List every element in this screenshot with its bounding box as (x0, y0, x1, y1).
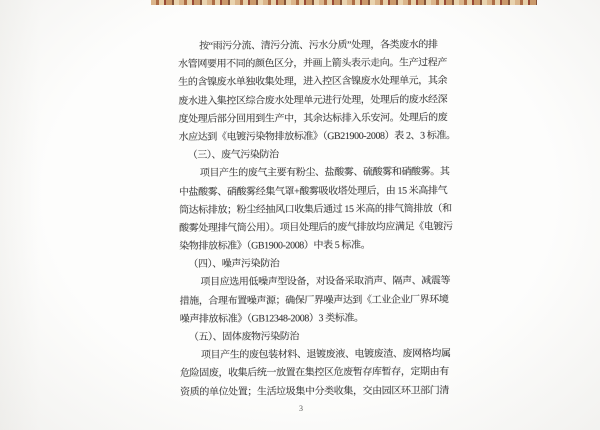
document-text-block (178, 36, 456, 401)
text-line: 水管网要用不同的颜色区分，并画上箭头表示走向。生产过程产 (178, 57, 448, 71)
text-line: 按“雨污分流、清污分流、污水分质”处理，各类废水的排 (199, 39, 438, 52)
text-line: 水应达到《电镀污染物排放标准》（GB21900-2008）表 2、3 标准。 (178, 130, 456, 143)
text-line: 项目应选用低噪声型设备，对设备采取消声、隔声、减震等 (200, 275, 451, 289)
text-line: 资质的单位处置；生活垃圾集中分类收集，交由园区环卫部门清 (180, 384, 450, 398)
text-line: 废水进入集控区综合废水处理单元进行处理，处理后的废水经深 (178, 93, 448, 107)
text-line: 措施，合理布置噪声源；确保厂界噪声达到《工业企业厂界环境 (179, 293, 449, 307)
text-line: 噪声排放标准》（GB12348-2008）3 类标准。 (179, 312, 364, 325)
text-line: 度处理后部分回用到生产中，其余达标排入乐安河。处理后的废 (178, 112, 448, 125)
text-line: 染物排放标准》（GB1900-2008）中表 5 标准。 (179, 239, 371, 253)
section-heading-noise: （四）、噪声污染防治 (188, 258, 280, 271)
text-line: 项目产生的废气主要有粉尘、盐酸雾、硫酸雾和硝酸雾。其 (199, 166, 450, 180)
text-line: 中盐酸雾、硝酸雾经集气罩+酸雾吸收塔处理后，由 15 米高排气 (178, 184, 448, 198)
section-heading-waste-gas: （三）、废气污染防治 (187, 149, 279, 162)
text-line: 危险固废，收集后统一放置在集控区危废暂存库暂存，定期由有 (180, 366, 449, 380)
section-heading-solid-waste: （五）、固体废物污染防治 (188, 331, 300, 343)
page-number: 3 (299, 404, 303, 413)
text-line: 酸雾处理排气筒公用）。项目处理后的废气排放均应满足《电镀污 (179, 221, 453, 234)
text-line: 生的含镍废水单独收集处理，进入控区含镍废水处理单元，其余 (178, 75, 448, 89)
text-line: 项目产生的废包装材料、退镀废液、电镀废渣、废网格均属 (200, 348, 451, 362)
book-edge-strip (151, 0, 537, 5)
text-line: 筒达标排放；粉尘经抽风口收集后通过 15 米高的排气筒排放（和 (179, 203, 452, 216)
